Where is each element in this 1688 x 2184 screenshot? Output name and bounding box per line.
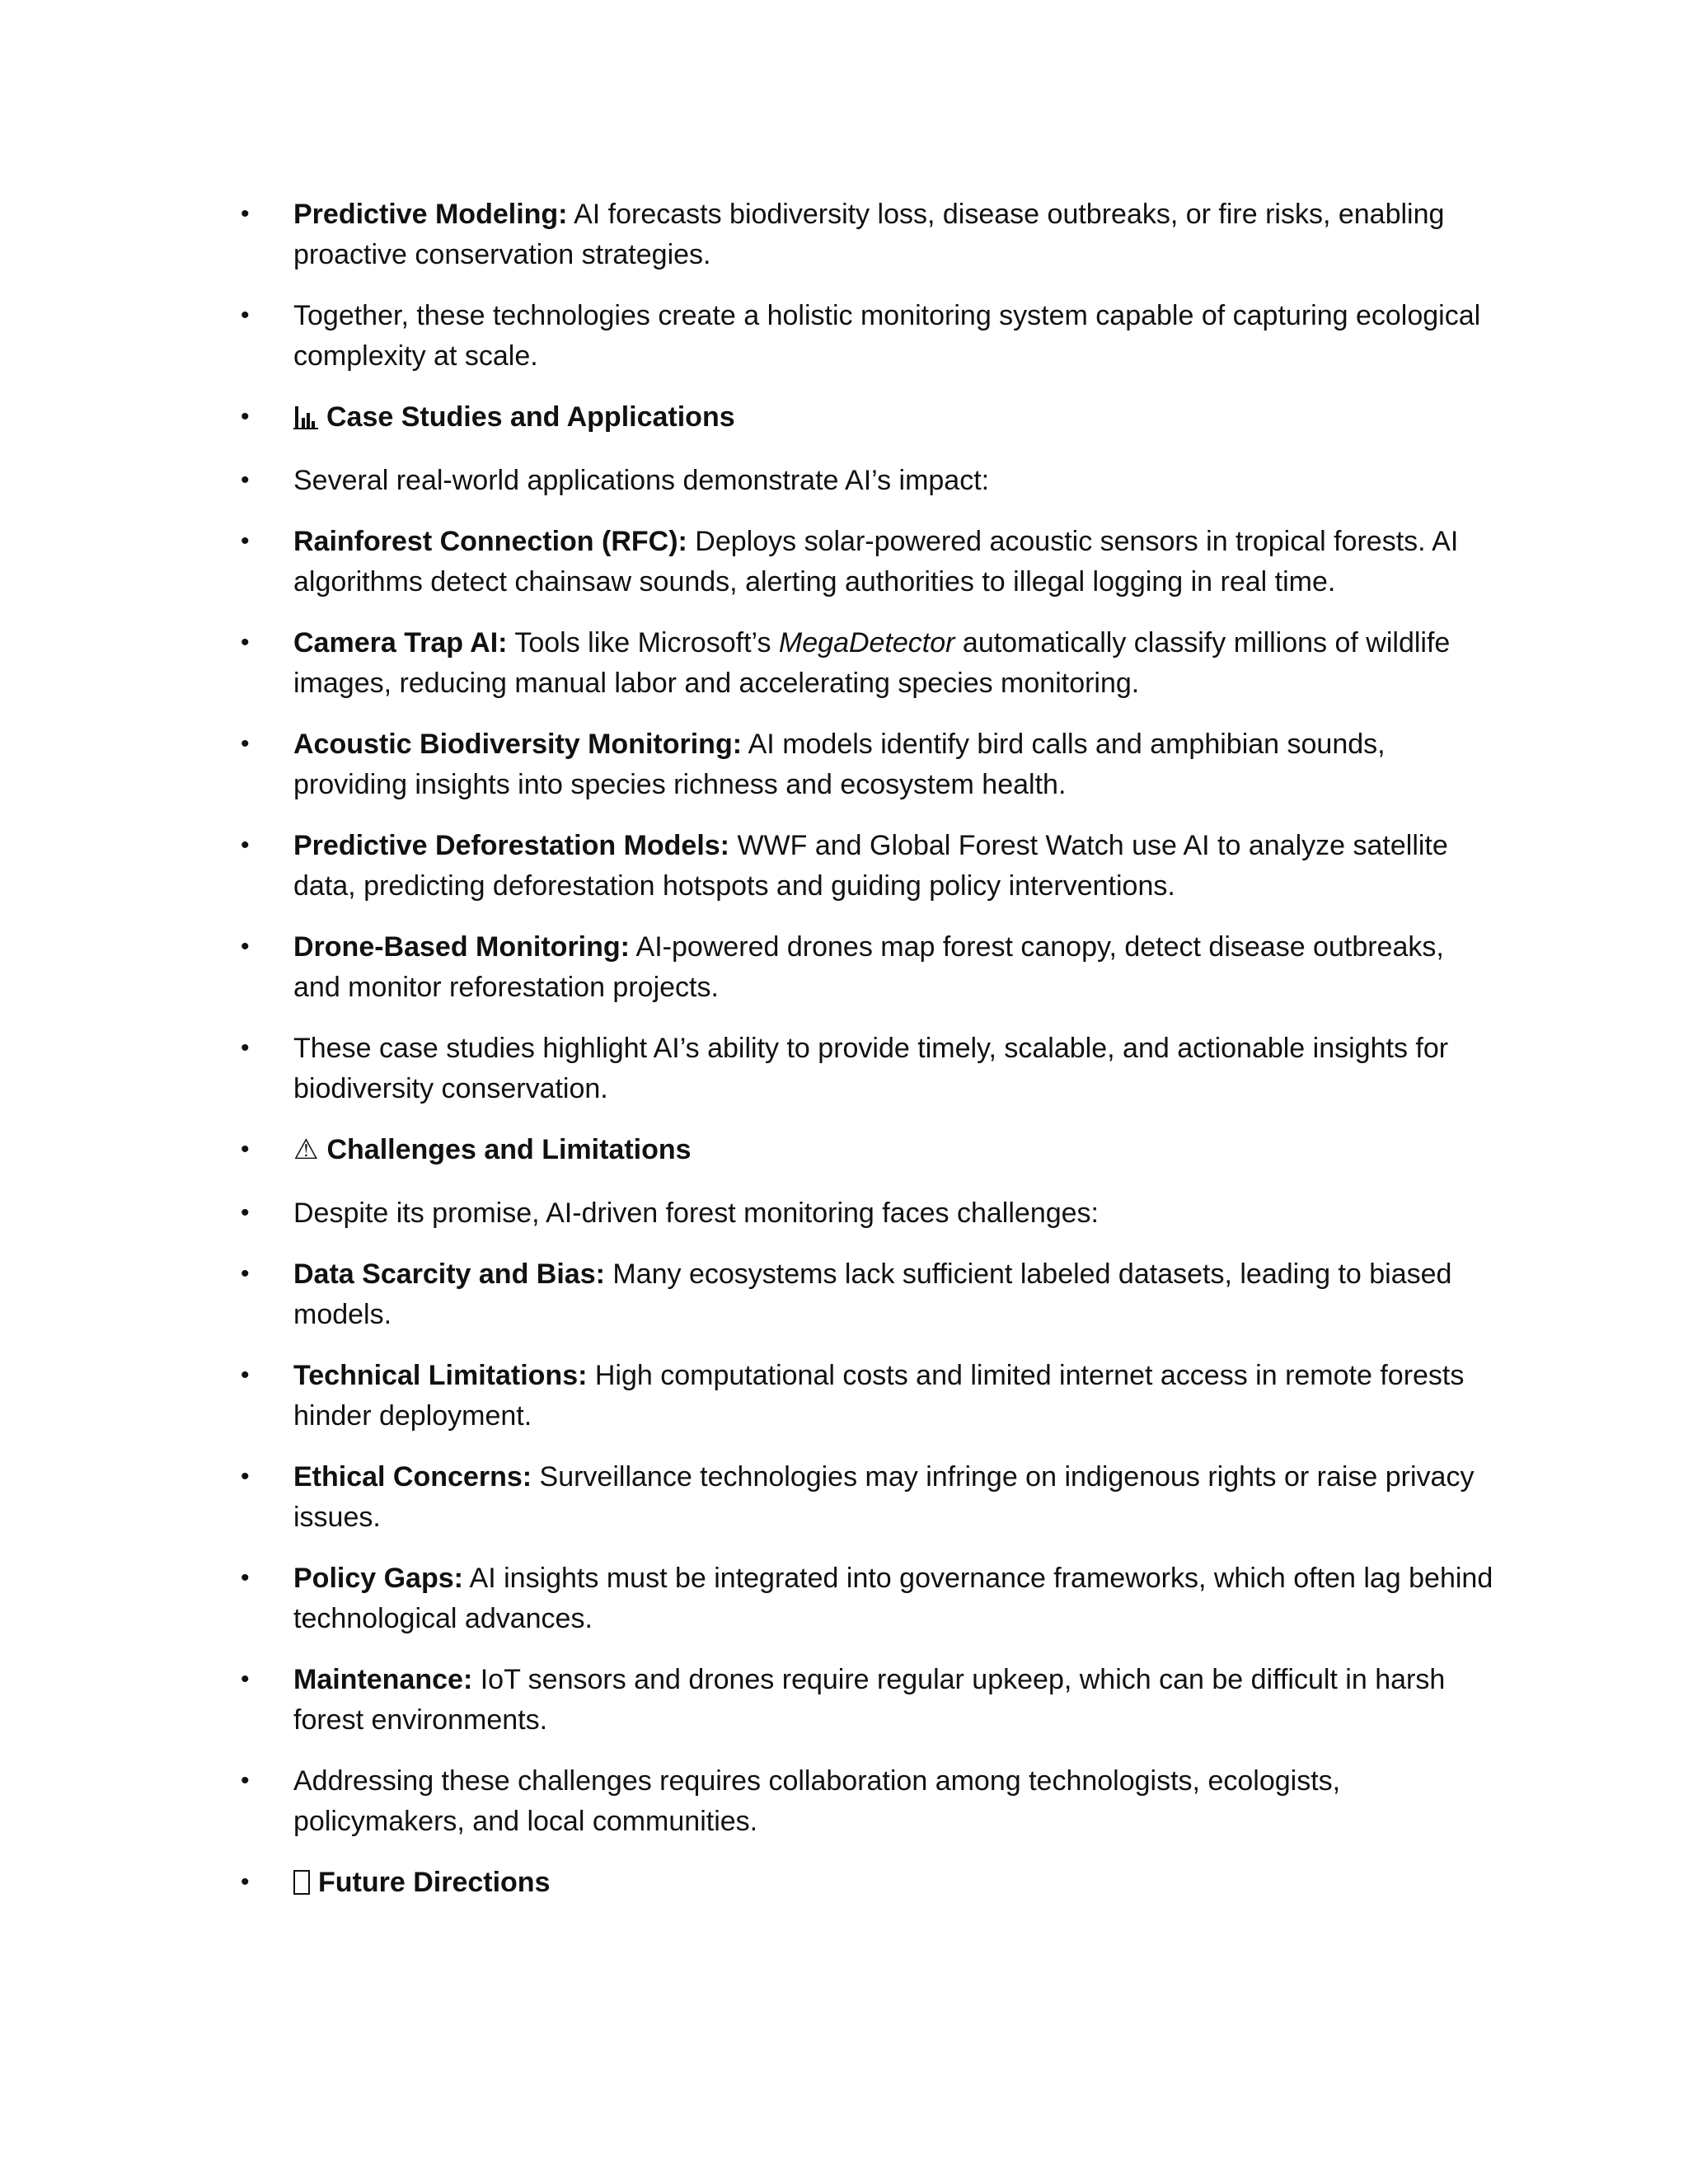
bullet: •	[241, 832, 250, 859]
bullet: •	[241, 1198, 250, 1226]
bullet: •	[241, 403, 250, 430]
list-item	[241, 623, 1493, 703]
item-text: Deploys solar-powered acoustic sensors in tropical forests. AI algorithms detect chainsaw sounds, alerting authorities to illegal logging in real time.	[293, 526, 1459, 598]
item-term: Technical Limitations:	[293, 1360, 588, 1391]
item-text: Surveillance technologies may infringe on indigenous rights or raise privacy issues.	[293, 1461, 1475, 1533]
list-item	[241, 194, 1493, 274]
item-text: Several real-world applications demonstrate AI’s impact:	[293, 464, 990, 496]
item-text: Together, these technologies create a holistic monitoring system capable of capturing ecological complexity at scale.	[293, 300, 1481, 372]
list-item	[241, 1254, 1493, 1334]
item-text: Addressing these challenges requires collaboration among technologists, ecologists, policymakers, and local communities.	[293, 1765, 1341, 1837]
item-term: Predictive Deforestation Models:	[293, 830, 730, 861]
item-text: Many ecosystems lack sufficient labeled datasets, leading to biased models.	[293, 1258, 1452, 1330]
bullet: •	[241, 1767, 250, 1794]
list-item	[241, 826, 1493, 906]
item-text: WWF and Global Forest Watch use AI to analyze satellite data, predicting deforestation hotspots and guiding policy interventions.	[293, 830, 1448, 902]
bullet: •	[241, 730, 250, 757]
bullet: •	[241, 629, 250, 656]
section-heading-item	[241, 397, 1493, 438]
item-term: Policy Gaps:	[293, 1563, 463, 1594]
item-term: Maintenance:	[293, 1664, 473, 1695]
list-item	[241, 1193, 1493, 1234]
bullet: •	[241, 1666, 250, 1693]
bullet: •	[241, 1564, 250, 1591]
bullet: •	[241, 1463, 250, 1490]
bullet: •	[241, 1136, 250, 1163]
item-term: Ethical Concerns:	[293, 1461, 532, 1493]
item-text: automatically classify millions of wildlife images, reducing manual labor and accelerating species monitoring.	[293, 627, 1451, 699]
section-heading: Case Studies and Applications	[326, 401, 735, 433]
list-item	[241, 1660, 1493, 1740]
bullet: •	[241, 1260, 250, 1287]
item-text: Despite its promise, AI-driven forest monitoring faces challenges:	[293, 1197, 1100, 1229]
bullet: •	[241, 1034, 250, 1062]
item-text: High computational costs and limited internet access in remote forests hinder deployment.	[293, 1360, 1465, 1432]
item-text: AI forecasts biodiversity loss, disease outbreaks, or fire risks, enabling proactive conservation strategies.	[293, 199, 1445, 270]
bar-chart-icon	[293, 397, 318, 438]
section-heading-item	[241, 1863, 1493, 1903]
item-italic: MegaDetector	[778, 627, 955, 658]
item-text: Tools like Microsoft’s	[507, 627, 779, 658]
list-item	[241, 1356, 1493, 1436]
section-heading: Future Directions	[318, 1867, 551, 1898]
list-item	[241, 461, 1493, 501]
bullet: •	[241, 933, 250, 960]
item-text: IoT sensors and drones require regular upkeep, which can be difficult in harsh forest environments.	[293, 1664, 1446, 1736]
bullet: •	[241, 527, 250, 555]
list-item	[241, 1558, 1493, 1638]
bullet: •	[241, 466, 250, 494]
section-heading: Challenges and Limitations	[326, 1134, 692, 1165]
item-term: Drone-Based Monitoring:	[293, 931, 630, 963]
item-text: AI insights must be integrated into governance frameworks, which often lag behind technological advances.	[293, 1563, 1493, 1634]
list-item	[241, 1457, 1493, 1537]
item-text: AI models identify bird calls and amphibian sounds, providing insights into species richness and ecosystem health.	[293, 729, 1386, 800]
bullet: •	[241, 200, 250, 227]
bullet: •	[241, 1868, 250, 1896]
bullet-list	[241, 194, 1493, 1926]
item-term: Predictive Modeling:	[293, 199, 568, 230]
list-item	[241, 724, 1493, 804]
list-item	[241, 296, 1493, 376]
item-term: Camera Trap AI:	[293, 627, 508, 658]
missing-glyph-icon	[293, 1863, 310, 1903]
item-text: These case studies highlight AI’s ability to provide timely, scalable, and actionable insights for biodiversity conservation.	[293, 1033, 1449, 1104]
section-heading-item	[241, 1130, 1493, 1170]
list-item	[241, 927, 1493, 1007]
list-item	[241, 1029, 1493, 1108]
item-term: Rainforest Connection (RFC):	[293, 526, 687, 557]
item-text: AI-powered drones map forest canopy, detect disease outbreaks, and monitor reforestation projects.	[293, 931, 1444, 1003]
warning-icon: ⚠	[293, 1134, 319, 1165]
bullet: •	[241, 1361, 250, 1389]
item-term: Data Scarcity and Bias:	[293, 1258, 605, 1290]
list-item	[241, 522, 1493, 602]
list-item	[241, 1761, 1493, 1841]
item-term: Acoustic Biodiversity Monitoring:	[293, 729, 743, 760]
bullet: •	[241, 302, 250, 329]
